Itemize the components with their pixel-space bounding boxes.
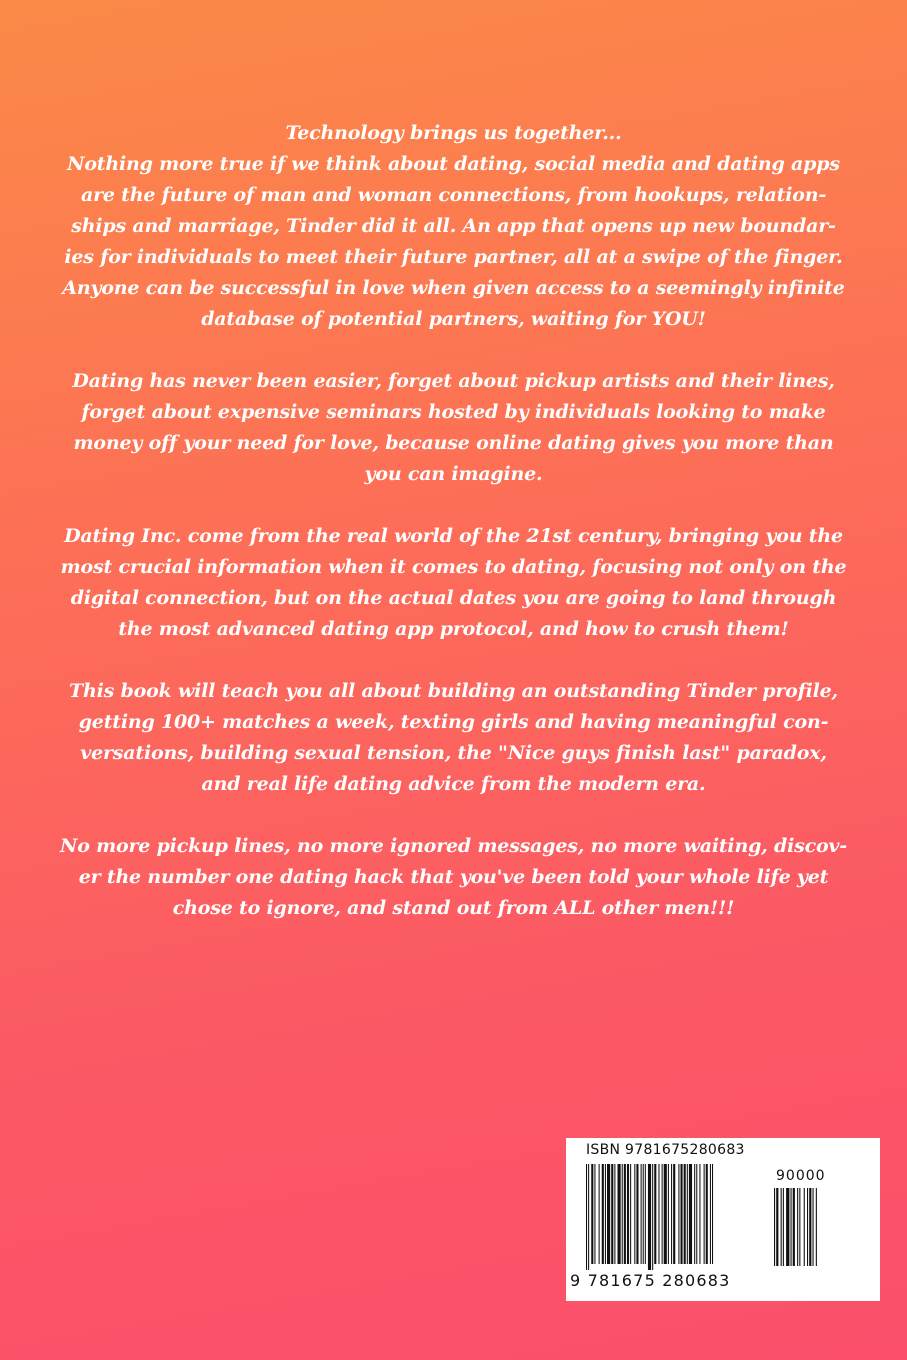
ean-barcode-icon bbox=[586, 1164, 766, 1272]
blurb-line: you can imagine. bbox=[364, 463, 543, 485]
blurb-line: Dating Inc. come from the real world of the 21st century, bringing you the bbox=[64, 525, 843, 547]
blurb-line: Nothing more true if we think about dating, social media and dating apps bbox=[67, 153, 840, 175]
blurb-line: versations, building sexual tension, the "Nice guys finish last" paradox, bbox=[80, 742, 827, 764]
blurb-paragraph-4 bbox=[22, 676, 885, 800]
blurb-line: Anyone can be successful in love when given access to a seemingly infinite bbox=[62, 277, 845, 299]
ean-digits: 9 781675 280683 bbox=[570, 1271, 731, 1290]
blurb-line: ships and marriage, Tinder did it all. An app that opens up new boundar- bbox=[71, 215, 836, 237]
blurb-line: ies for individuals to meet their future partner, all at a swipe of the finger. bbox=[64, 246, 843, 268]
blurb-line: are the future of man and woman connections, from hookups, relation- bbox=[80, 184, 827, 206]
isbn-label: ISBN 9781675280683 bbox=[586, 1142, 745, 1158]
blurb-line: This book will teach you all about building an outstanding Tinder profile, bbox=[69, 680, 838, 702]
blurb-line: money off your need for love, because online dating gives you more than bbox=[73, 432, 834, 454]
blurb-line: the most advanced dating app protocol, and how to crush them! bbox=[118, 618, 789, 640]
blurb-paragraph-5 bbox=[22, 831, 885, 924]
blurb-paragraph-2 bbox=[22, 366, 885, 490]
blurb-paragraph-3 bbox=[22, 521, 885, 645]
blurb-line: digital connection, but on the actual dates you are going to land through bbox=[70, 587, 837, 609]
isbn-barcode-block bbox=[566, 1138, 880, 1301]
blurb-line: forget about expensive seminars hosted by individuals looking to make bbox=[81, 401, 826, 423]
blurb-line: most crucial information when it comes to dating, focusing not only on the bbox=[60, 556, 847, 578]
blurb-line: er the number one dating hack that you've been told your whole life yet bbox=[78, 866, 829, 888]
blurb-line: Dating has never been easier, forget about pickup artists and their lines, bbox=[72, 370, 835, 392]
blurb-line: getting 100+ matches a week, texting girls and having meaningful con- bbox=[78, 711, 829, 733]
blurb-line: and real life dating advice from the modern era. bbox=[201, 773, 706, 795]
blurb-line: database of potential partners, waiting for YOU! bbox=[201, 308, 706, 330]
price-code: 90000 bbox=[776, 1168, 826, 1184]
blurb-line: Technology brings us together... bbox=[285, 122, 622, 144]
blurb-paragraph-1 bbox=[22, 118, 885, 335]
blurb-line: No more pickup lines, no more ignored messages, no more waiting, discov- bbox=[60, 835, 847, 857]
back-cover-blurb bbox=[22, 118, 885, 955]
price-addon-barcode-icon bbox=[774, 1188, 834, 1270]
blurb-line: chose to ignore, and stand out from ALL other men!!! bbox=[172, 897, 735, 919]
